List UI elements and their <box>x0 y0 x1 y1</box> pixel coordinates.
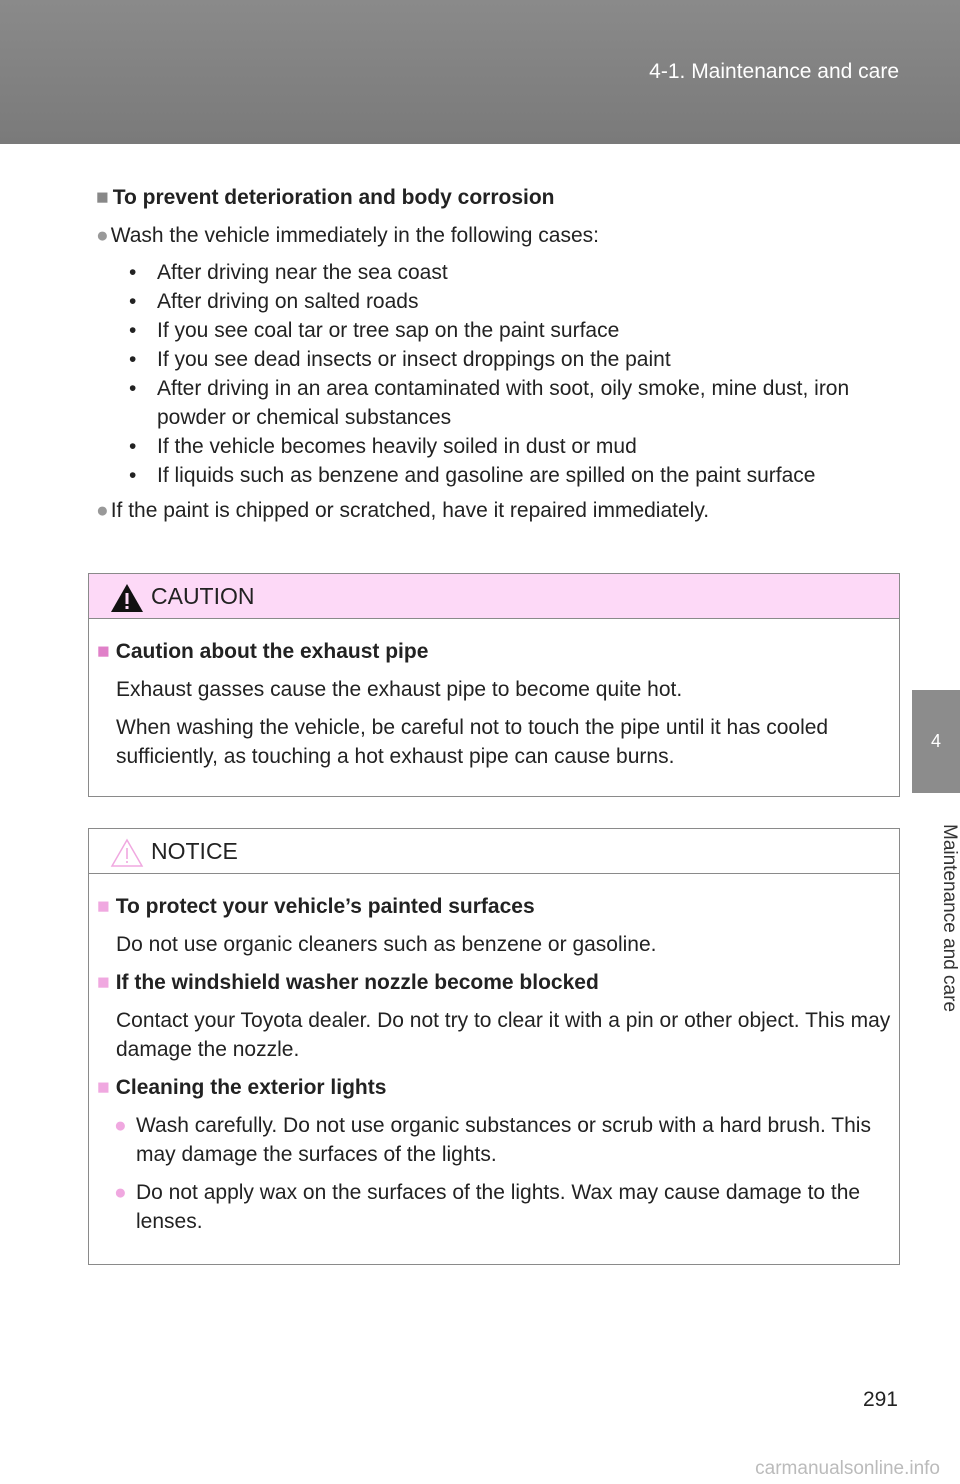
list-item: • If you see coal tar or tree sap on the paint surface <box>129 316 896 345</box>
circle-bullet-icon: ● <box>114 1181 127 1204</box>
chapter-tab-number: 4 <box>930 731 941 751</box>
warning-triangle-icon <box>109 582 145 614</box>
caution-header <box>89 574 899 619</box>
page-header <box>0 0 960 144</box>
section-heading: ■ To prevent deterioration and body corrosion <box>96 186 555 209</box>
square-bullet-icon: ■ <box>97 895 110 918</box>
chapter-label: Maintenance and care <box>939 823 960 1012</box>
warning-triangle-outline-icon <box>109 837 145 869</box>
square-bullet-icon: ■ <box>96 186 109 209</box>
list-item: ●Wash the vehicle immediately in the following cases: <box>96 224 599 247</box>
square-bullet-icon: ■ <box>97 971 110 994</box>
chapter-tab[interactable] <box>912 690 960 793</box>
caution-label: CAUTION <box>151 583 255 609</box>
notice-heading: ■ To protect your vehicle’s painted surfaces <box>97 895 535 918</box>
notice-text: Do not use organic cleaners such as benzene or gasoline. <box>116 933 657 956</box>
list-item: • If liquids such as benzene and gasoline are spilled on the paint surface <box>129 461 896 490</box>
caution-box <box>88 573 900 797</box>
circle-bullet-icon: ● <box>114 1114 127 1137</box>
list-item: • If the vehicle becomes heavily soiled in dust or mud <box>129 432 896 461</box>
caution-heading: ■ Caution about the exhaust pipe <box>97 640 429 663</box>
square-bullet-icon: ■ <box>97 1076 110 1099</box>
circle-bullet-icon: ● <box>96 499 109 522</box>
watermark: carmanualsonline.info <box>755 1458 940 1479</box>
notice-label: NOTICE <box>151 838 238 864</box>
list-item: • After driving on salted roads <box>129 287 896 316</box>
caution-text: Exhaust gasses cause the exhaust pipe to become quite hot. <box>116 678 683 701</box>
list-item: • After driving in an area contaminated with soot, oily smoke, mine dust, iron powder or chemical substances <box>129 374 896 432</box>
case-list <box>96 258 896 490</box>
list-item: • After driving near the sea coast <box>129 258 896 287</box>
list-item: ●If the paint is chipped or scratched, have it repaired immediately. <box>96 499 710 522</box>
list-item: ● Wash carefully. Do not use organic substances or scrub with a hard brush. This may damage the surfaces of the lights. <box>89 1111 899 1169</box>
list-item: ● Do not apply wax on the surfaces of the lights. Wax may cause damage to the lenses. <box>89 1178 899 1236</box>
notice-heading: ■ Cleaning the exterior lights <box>97 1076 387 1099</box>
list-item: • If you see dead insects or insect droppings on the paint <box>129 345 896 374</box>
notice-heading: ■ If the windshield washer nozzle become blocked <box>97 971 599 994</box>
square-bullet-icon: ■ <box>97 640 110 663</box>
section-title: 4-1. Maintenance and care <box>649 60 899 83</box>
main-content <box>96 183 896 525</box>
notice-header <box>89 829 899 874</box>
notice-box <box>88 828 900 1265</box>
notice-text: Contact your Toyota dealer. Do not try to clear it with a pin or other object. This may damage the nozzle. <box>116 1009 891 1061</box>
page-number: 291 <box>862 1388 898 1411</box>
caution-text: When washing the vehicle, be careful not to touch the pipe until it has cooled sufficiently, as touching a hot exhaust pipe can cause burns. <box>116 716 829 768</box>
circle-bullet-icon: ● <box>96 224 109 247</box>
